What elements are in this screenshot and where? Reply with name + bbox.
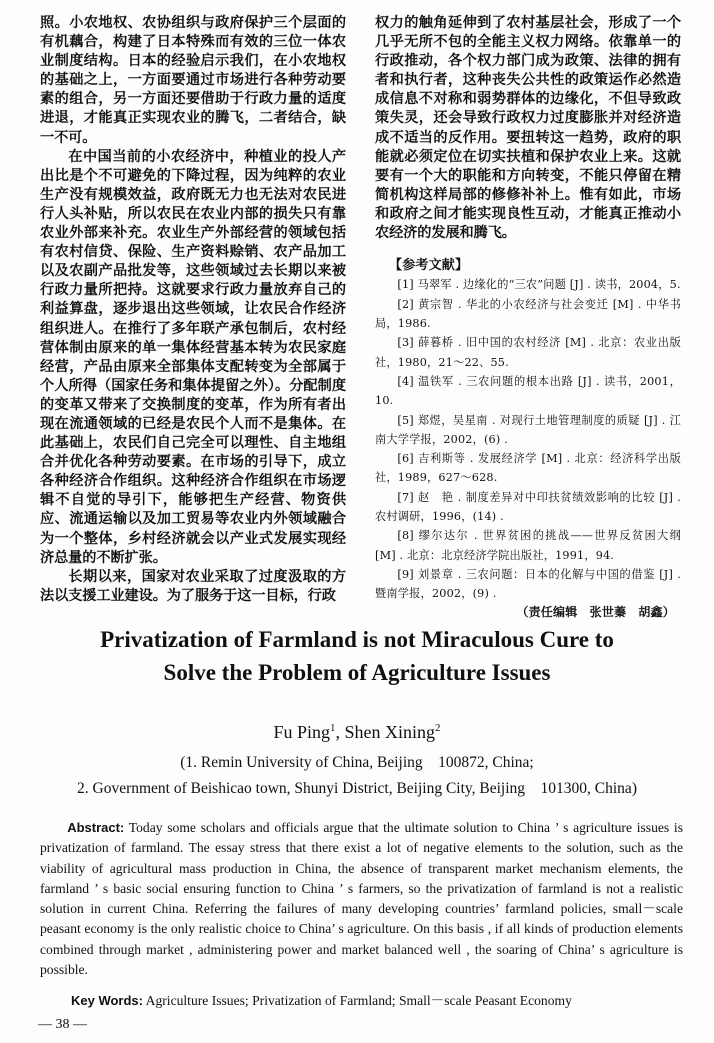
authors <box>0 722 714 743</box>
reference-item: [4] 温铁军 . 三农问题的根本出路 [J] . 读书，2001，10. <box>375 374 681 408</box>
english-title <box>0 623 714 689</box>
body-paragraph: 权力的触角延伸到了农村基层社会，形成了一个几乎无所不包的全能主义权力网络。依靠单一的行政推动，各个权力部门成为政策、法律的拥有者和执行者，这种丧失公共性的政策运作必然造成信息不对称和弱势群体的边缘化，不但导致政策失灵，还会导致行政权力过度膨胀并对经济造成不适当的反作用。要扭转这一趋势，政府的职能就必须定位在切实扶植和保护农业上来。这就要有一个大的职能和方向转变，不能只停留在精简机构这样局部的修修补补上。惟有如此，市场和政府之间才能实现良性互动，才能真正推动小农经济的发展和腾飞。 <box>375 15 681 242</box>
reference-item: [9] 刘景章 . 三农问题：日本的化解与中国的借鉴 [J] . 暨南学报，2002，(9) . <box>375 567 681 601</box>
author-affiliation-marker: 2 <box>435 722 441 734</box>
reference-item: [1] 马翠军 . 边缘化的“三农”问题 [J] . 读书，2004，5. <box>397 278 681 292</box>
affiliation: 2. Government of Beishicao town, Shunyi District, Beijing City, Beijing 101300, China) <box>77 780 637 797</box>
page-number: — 38 — <box>38 1017 87 1032</box>
keywords-text: Agriculture Issues; Privatization of Farmland; Small－scale Peasant Economy <box>143 993 572 1008</box>
references-section <box>375 256 681 623</box>
editor-note: （责任编辑 张世蓁 胡鑫） <box>516 605 675 620</box>
keywords-label: Key Words: <box>71 993 143 1008</box>
reference-item: [2] 黄宗智 . 华北的小农经济与社会变迁 [M] . 中华书局，1986. <box>375 297 681 331</box>
keywords <box>71 989 572 1009</box>
left-column <box>40 14 346 606</box>
reference-item: [3] 薛暮桥 . 旧中国的农村经济 [M] . 北京：农业出版社，1980，21～22、55. <box>375 336 681 369</box>
right-column <box>375 14 681 623</box>
reference-item: [5] 郑煜，吴星南 . 对现行土地管理制度的质疑 [J] . 江南大学学报，2002，(6) . <box>375 413 681 446</box>
abstract <box>40 818 683 980</box>
body-paragraph: 照。小农地权、农协组织与政府保护三个层面的有机藕合，构建了日本特殊而有效的三位一体农业制度结构。日本的经验启示我们，在小农地权的基础之上，一方面要通过市场进行各种劳动要素的组合，另一方面还要借助于行政力量的适度进退，才能真正实现农业的腾飞，二者结合，缺一不可。 <box>40 15 346 146</box>
title-line: Privatization of Farmland is not Miraculous Cure to <box>100 627 614 652</box>
body-paragraph: 长期以来，国家对农业采取了过度汲取的方法以支援工业建设。为了服务于这一目标，行政 <box>40 568 346 604</box>
author-name: Shen Xining <box>344 722 436 742</box>
reference-item: [7] 赵 艳 . 制度差异对中印扶贫绩效影响的比较 [J] . 农村调研，1996，(14) . <box>375 490 681 523</box>
abstract-label: Abstract: <box>67 820 125 835</box>
affiliation: (1. Remin University of China, Beijing 100872, China; <box>180 754 534 771</box>
title-line: Solve the Problem of Agriculture Issues <box>163 660 551 685</box>
reference-item: [8] 缪尔达尔 . 世界贫困的挑战——世界反贫困大纲 [M] . 北京：北京经济学院出版社，1991，94. <box>375 529 681 562</box>
reference-item: [6] 吉利斯等 . 发展经济学 [M] . 北京：经济科学出版社，1989，627～628. <box>375 452 681 485</box>
references-heading: 【参考文献】 <box>389 258 469 274</box>
body-paragraph: 在中国当前的小农经济中，种植业的投人产出比是个不可避免的下降过程，因为纯粹的农业生产没有规模效益，政府既无力也无法对农民进行人头补贴，所以农民在农业内部的损失只有靠农业外部来补充。农业生产外部经营的领域包括有农村信贷、保险、生产资料赊销、农产品加工以及农副产品批发等，这些领域过去长期以来被行政力量所把持。这就要求行政力量放弃自己的利益算盘，逐步退出这些领域，让农民合作经济组织进人。在推行了多年联产承包制后，农村经营体制由原来的单一集体经营基本转为农民家庭经营，产品由原来全部集体支配转变为全部属于个人所得（国家任务和集体提留之外）。分配制度的变革又带来了交换制度的变革，作为所有者出现在流通领域的已经是农民个人而不是集体。在此基础上，农民们自己完全可以理性、自主地组合并优化各种劳动要素。在市场的引导下，成立各种经济合作组织。这种经济合作组织在市场逻辑不自觉的导引下，能够把生产经营、物资供应、流通运输以及加工贸易等农业内外领域融合为一个整体，乡村经济就会以产业式发展实现经济总量的不断扩张。 <box>40 148 346 566</box>
abstract-text: Today some scholars and officials argue that the ultimate solution to China ’ s agriculture issues is privatization of farmland. The essay stress that there exist a lot of negative elements to the solution, such as the viability of agricultural mass production in China, the absence of transparent market mechanism elements, the farmland ’ s basic social ensuring function to China ’ s farmers, so the privatization of farmland is not a realistic solution in current China. Referring the failures of many developing countries’ farmland policies, small－scale peasant economy is the only realistic choice to China’ s agriculture. On this basis , if all kinds of production elements combined through market , administering power and market balanced well , the soaring of China’ s agriculture is possible. <box>40 820 683 978</box>
author-affiliation-marker: 1 <box>330 722 336 734</box>
author-separator: , <box>335 722 345 742</box>
author-name: Fu Ping <box>273 722 330 742</box>
